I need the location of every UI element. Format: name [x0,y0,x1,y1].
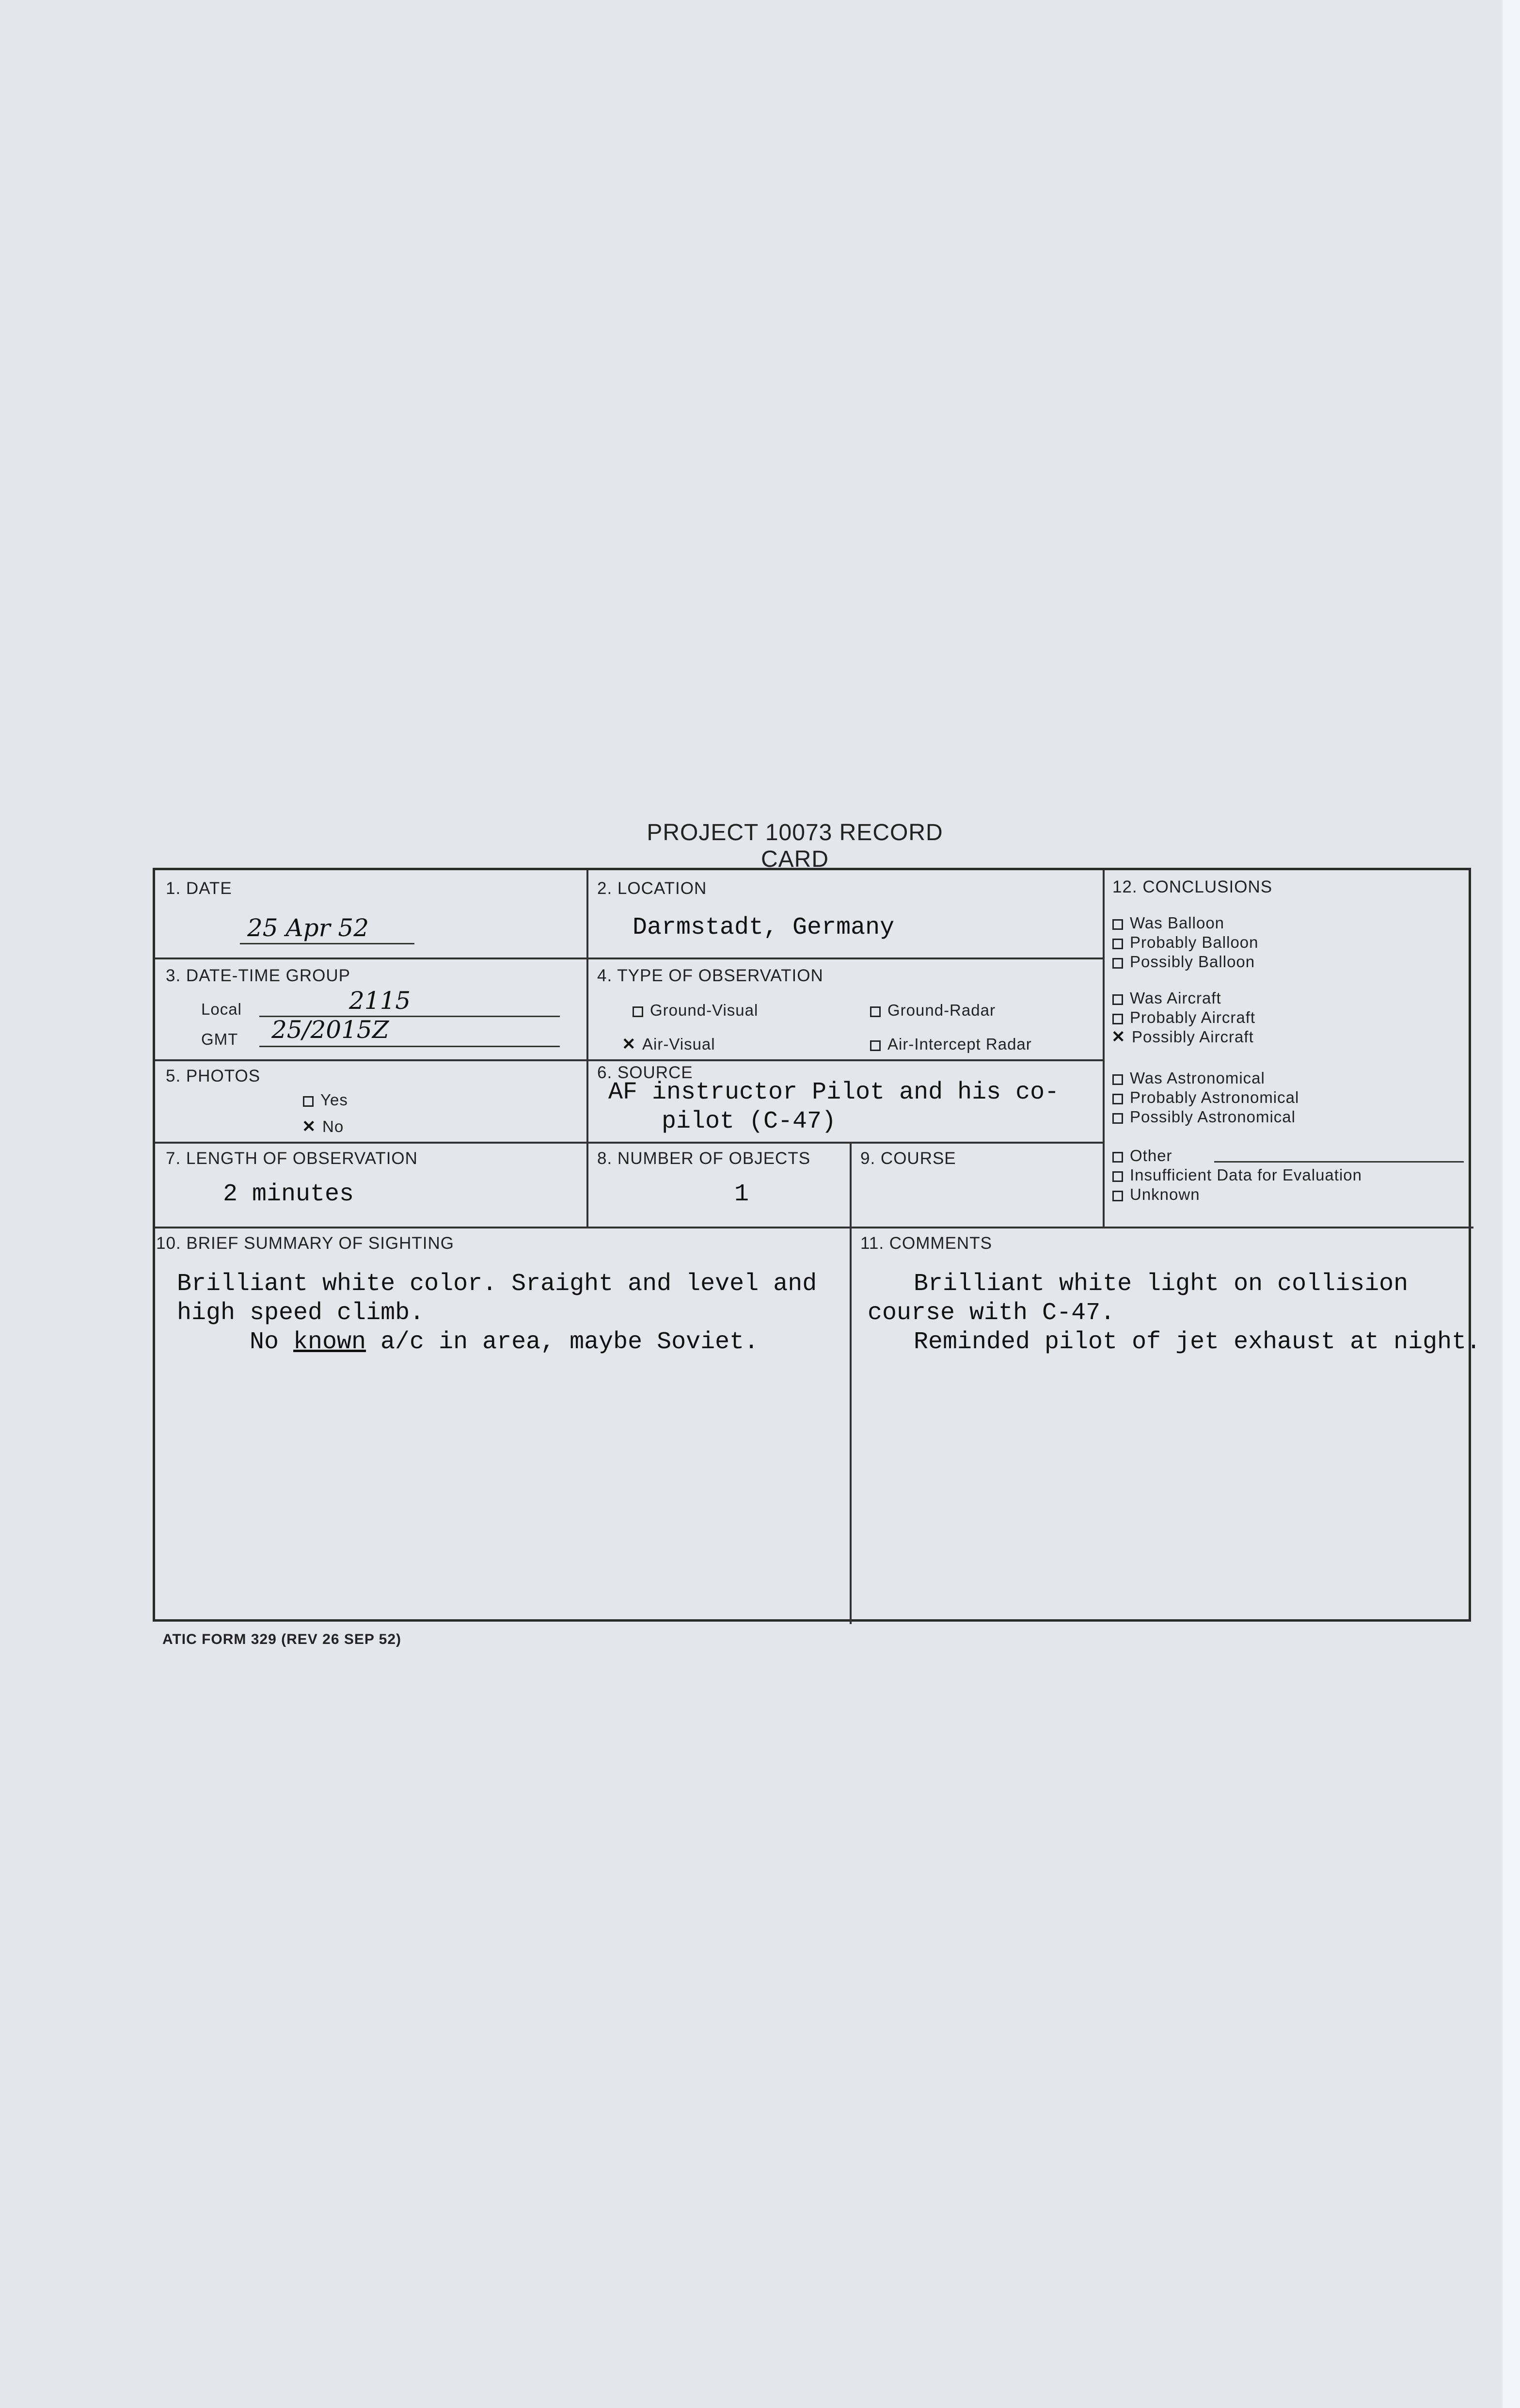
divider [155,1059,1103,1061]
checkbox-ground-radar [870,1006,881,1017]
gmt-underline [259,1046,560,1047]
conclusion-unknown: Unknown [1112,1185,1200,1204]
option-ground-radar: Ground-Radar [870,1001,996,1020]
checkbox-was-astronomical [1112,1074,1123,1085]
type-of-observation-label: 4. TYPE OF OBSERVATION [597,966,823,985]
option-air-visual: ✕Air-Visual [623,1035,715,1053]
checkbox-air-visual-checked [623,1038,635,1051]
course-label: 9. COURSE [860,1149,956,1168]
checkbox-probably-astronomical [1112,1094,1123,1104]
checkbox-photos-no-checked [303,1121,316,1133]
divider [586,870,588,1227]
conclusion-probably-balloon: Probably Balloon [1112,933,1259,952]
checkbox-air-intercept-radar [870,1040,881,1051]
card-title: PROJECT 10073 RECORD CARD [647,820,943,872]
length-label: 7. LENGTH OF OBSERVATION [166,1149,418,1168]
summary-line-3: No known a/c in area, maybe Soviet. [250,1328,759,1356]
local-value: 2115 [349,987,411,1015]
conclusion-other: Other [1112,1147,1172,1165]
summary-label: 10. BRIEF SUMMARY OF SIGHTING [156,1234,455,1253]
length-value: 2 minutes [223,1180,354,1208]
conclusion-was-balloon: Was Balloon [1112,914,1224,932]
source-line-2: pilot (C-47) [662,1108,837,1135]
date-label: 1. DATE [166,879,232,898]
divider [850,1142,852,1624]
date-value: 25 Apr 52 [247,914,369,942]
checkbox-possibly-aircraft-checked [1112,1031,1125,1044]
conclusion-probably-astronomical: Probably Astronomical [1112,1088,1299,1107]
location-label: 2. LOCATION [597,879,707,898]
conclusion-possibly-aircraft: ✕Possibly Aircraft [1112,1028,1254,1046]
comments-line-3: Reminded pilot of jet exhaust at night. [914,1328,1481,1356]
checkbox-was-aircraft [1112,994,1123,1005]
conclusion-was-aircraft: Was Aircraft [1112,989,1221,1007]
checkbox-possibly-balloon [1112,958,1123,969]
record-card [153,868,1481,1622]
comments-line-1: Brilliant white light on collision [914,1270,1409,1298]
gmt-value: 25/2015Z [271,1016,389,1044]
conclusion-probably-aircraft: Probably Aircraft [1112,1008,1255,1027]
photos-no: ✕No [303,1117,344,1136]
date-underline [240,943,414,944]
photos-yes: Yes [303,1091,348,1109]
comments-line-2: course with C-47. [868,1299,1115,1327]
other-underline [1214,1161,1464,1163]
photos-label: 5. PHOTOS [166,1067,261,1085]
datetime-group-label: 3. DATE-TIME GROUP [166,966,350,985]
conclusion-possibly-astronomical: Possibly Astronomical [1112,1108,1296,1126]
checkbox-unknown [1112,1191,1123,1201]
comments-label: 11. COMMENTS [860,1234,992,1253]
source-line-1: AF instructor Pilot and his co- [608,1079,1060,1106]
checkbox-probably-balloon [1112,939,1123,949]
divider [155,1227,1473,1228]
divider [155,1142,1103,1144]
checkbox-insufficient-data [1112,1171,1123,1182]
conclusion-was-astronomical: Was Astronomical [1112,1069,1265,1087]
number-of-objects-value: 1 [734,1180,749,1208]
summary-line-1: Brilliant white color. Sraight and level and [177,1270,817,1298]
checkbox-was-balloon [1112,919,1123,930]
form-id: ATIC FORM 329 (REV 26 SEP 52) [162,1631,402,1647]
checkbox-photos-yes [303,1096,314,1107]
source-label: 6. SOURCE [597,1063,693,1082]
checkbox-ground-visual [633,1006,643,1017]
location-value: Darmstadt, Germany [633,914,895,941]
gmt-label: GMT [201,1030,238,1048]
checkbox-possibly-astronomical [1112,1113,1123,1124]
divider [155,957,1103,959]
checkbox-other [1112,1152,1123,1163]
option-ground-visual: Ground-Visual [633,1001,758,1020]
local-label: Local [201,1000,242,1018]
conclusions-label: 12. CONCLUSIONS [1112,877,1273,896]
conclusion-insufficient-data: Insufficient Data for Evaluation [1112,1166,1362,1184]
conclusion-possibly-balloon: Possibly Balloon [1112,953,1255,971]
number-of-objects-label: 8. NUMBER OF OBJECTS [597,1149,811,1168]
divider [1103,870,1105,1227]
option-air-intercept-radar: Air-Intercept Radar [870,1035,1032,1053]
checkbox-probably-aircraft [1112,1014,1123,1024]
scan-border [1503,0,1520,2408]
summary-line-2: high speed climb. [177,1299,425,1327]
